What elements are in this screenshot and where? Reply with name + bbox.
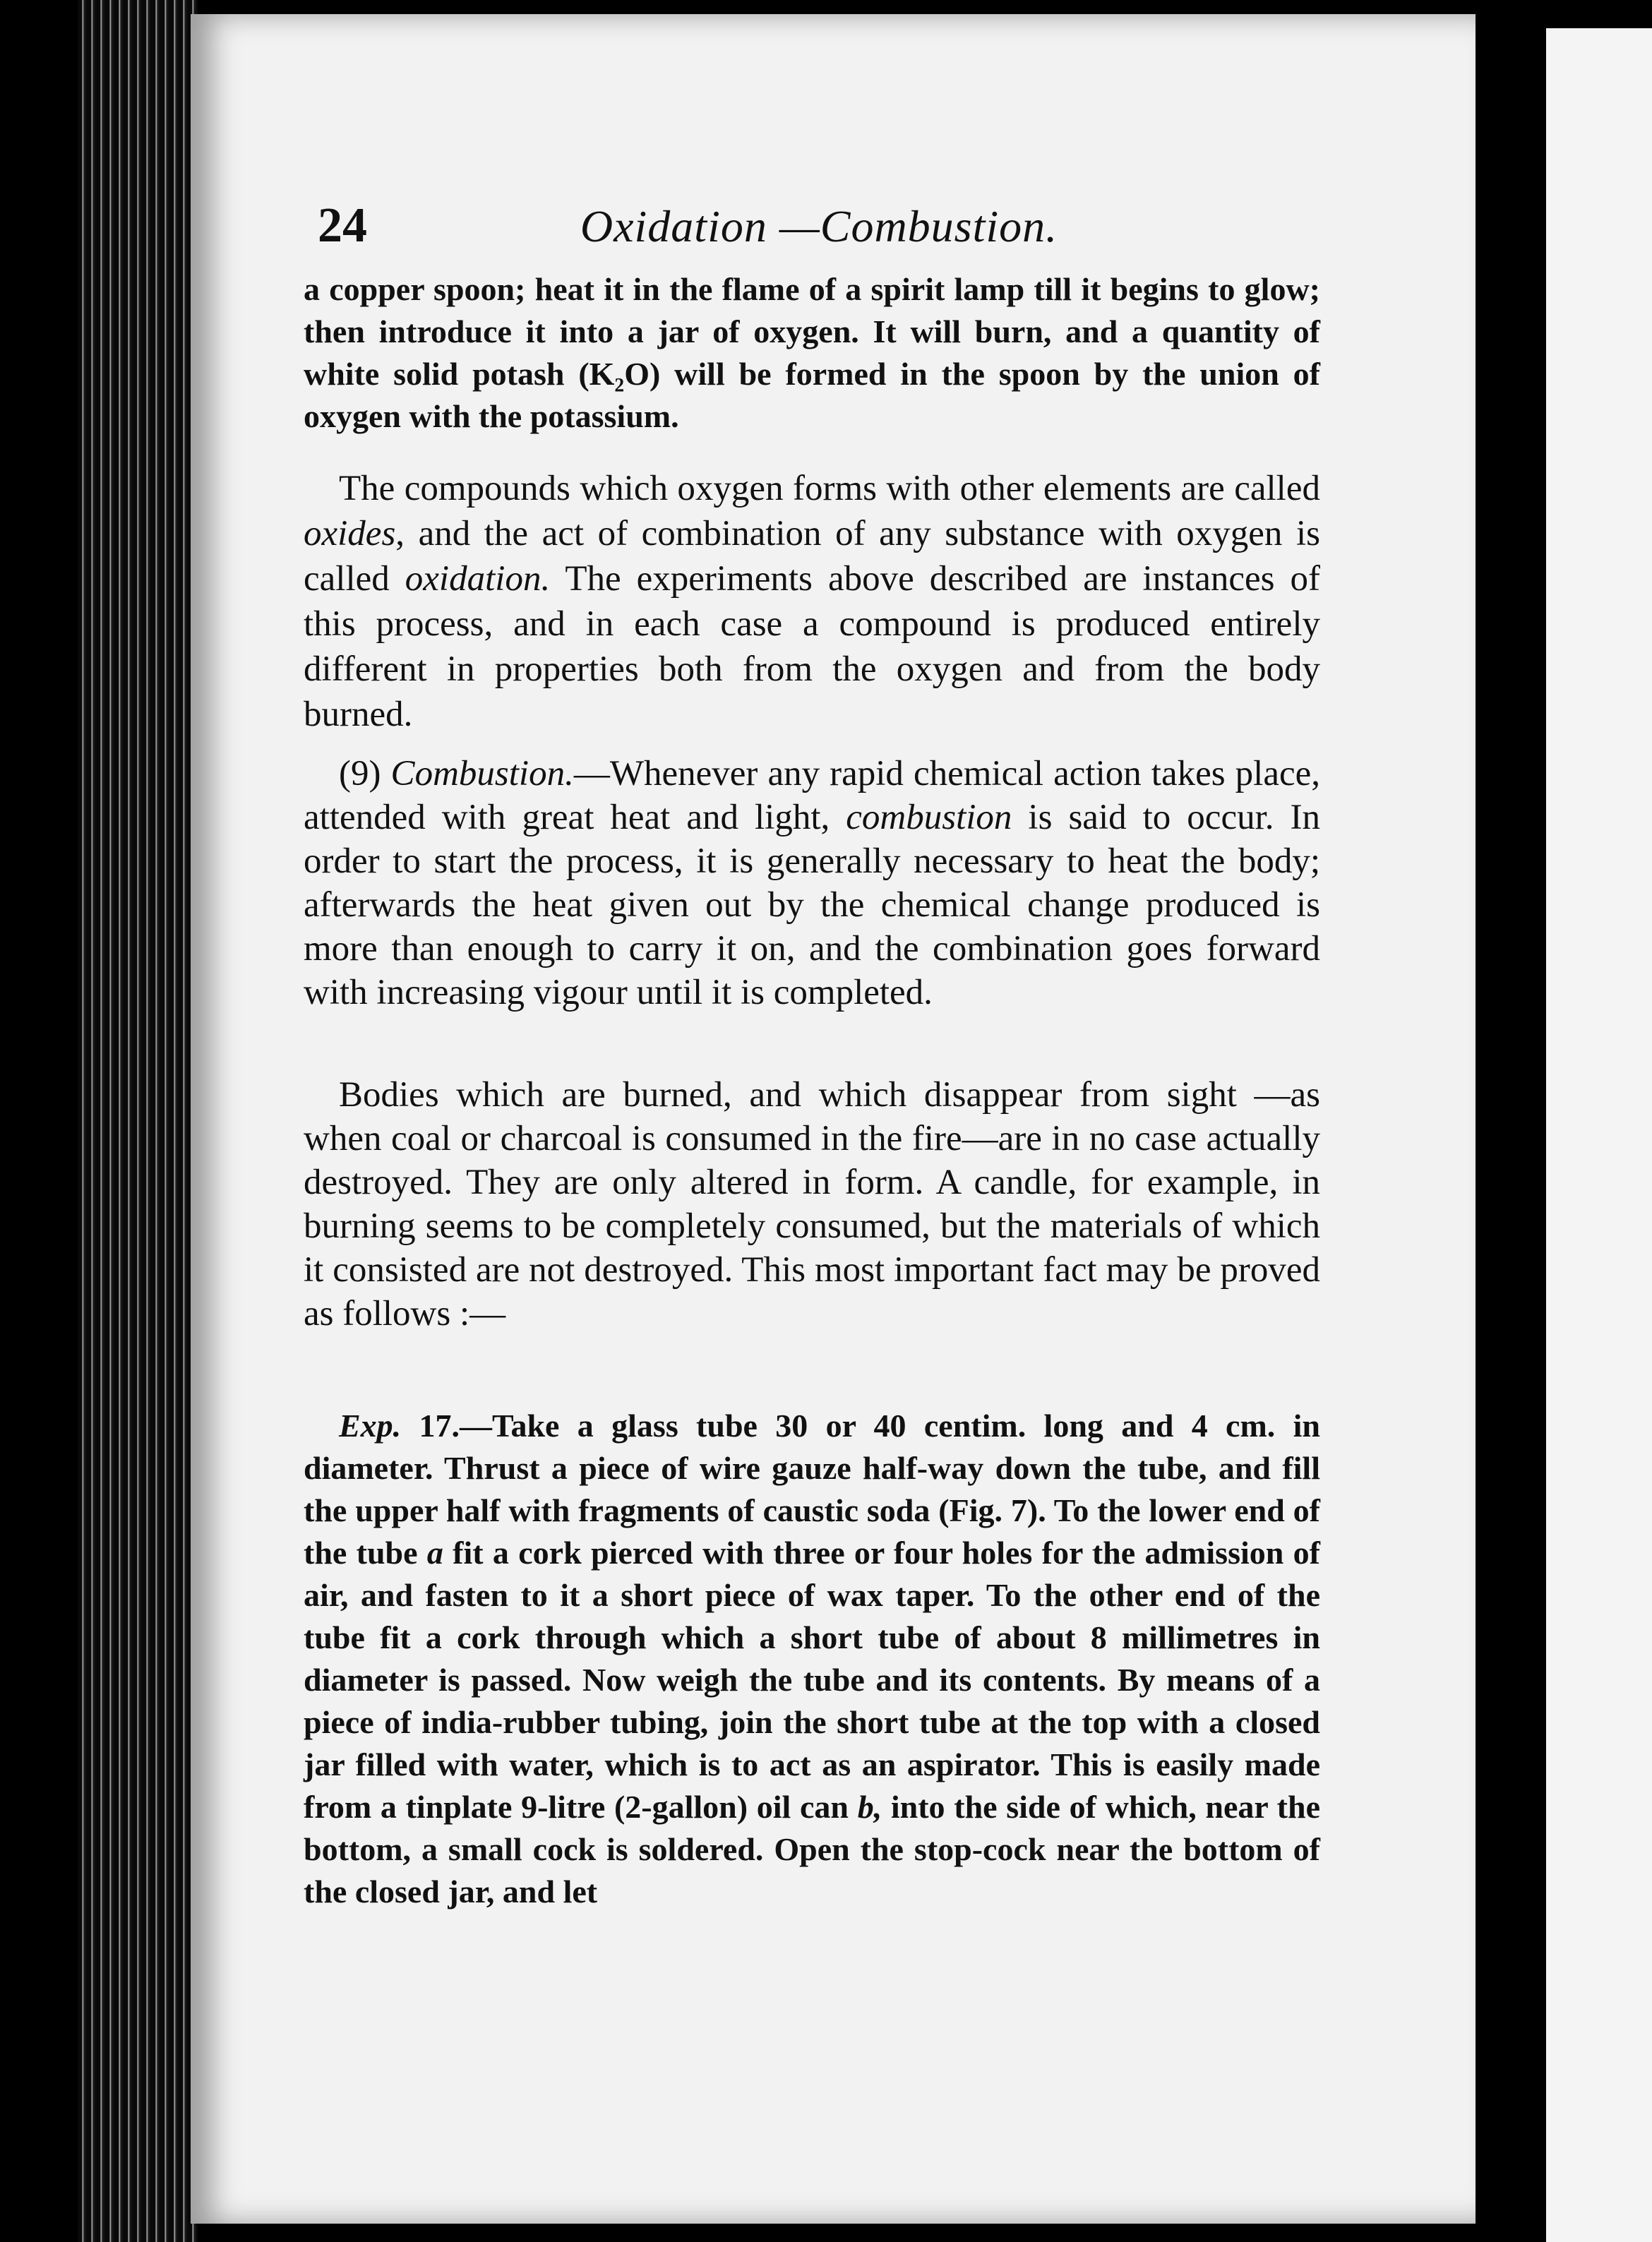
experiment-label: Exp. bbox=[339, 1408, 402, 1444]
term-oxides: oxides bbox=[304, 514, 396, 553]
section-number: (9) bbox=[339, 754, 391, 793]
text-run: , and the act of combination of any substance with oxygen is called bbox=[304, 514, 1320, 599]
text-run: The compounds which oxygen forms with other elements are called bbox=[339, 469, 1320, 508]
text-run: fit a cork pierced with three or four holes for the admission of air, and fasten to it a short piece of wax taper. To the other end of the tube fit a cork through which a short tube of about 8 millimetres in diameter is passed. Now weigh the tube and its contents. By means of a piece of india-rubber tubing, join the short tube at the top with a closed jar filled with water, which is to act as an aspirator. This is easily made from a tinplate 9-litre (2-gallon) oil can bbox=[304, 1535, 1320, 1825]
facing-page-edge bbox=[1546, 28, 1652, 2242]
term-combustion: combustion bbox=[846, 798, 1012, 837]
term-oxidation: oxidation. bbox=[405, 559, 551, 599]
page-gutter bbox=[1476, 0, 1546, 2242]
page-header bbox=[318, 198, 1320, 261]
paragraph-text: a copper spoon; heat it in the flame of a spirit lamp till it begins to glow; then introduce it into a jar of oxygen. It will burn, and a quantity of white solid potash (K₂O) will be formed in the spoon by the union of oxygen with the potassium. bbox=[304, 271, 1320, 434]
text-run: into the side of which, near the bottom, a small cock is soldered. Open the stop-cock near the bottom of the closed jar, and let bbox=[304, 1789, 1320, 1910]
paragraph-potassium-experiment bbox=[304, 268, 1320, 438]
text-run: The experiments above described are instances of this process, and in each case a compound is produced entirely different in properties both from the oxygen and from the body burned. bbox=[304, 559, 1320, 734]
paragraph-text: Bodies which are burned, and which disappear from sight —as when coal or charcoal is consumed in the fire—are in no case actually destroyed. They are only altered in form. A candle, for example, in burning seems to be completely consumed, but the materials of which it consisted are not destroyed. This most important fact may be proved as follows :— bbox=[304, 1075, 1320, 1333]
figure-letter-a: a bbox=[426, 1535, 443, 1571]
text-run: 17.—Take a glass tube 30 or 40 centim. long and 4 cm. in diameter. Thrust a piece of wire gauze half-way down the tube, and fill the upper half with fragments of caustic soda (Fig. 7). To the lower end of the tube bbox=[304, 1408, 1320, 1571]
paragraph-oxides bbox=[304, 466, 1320, 737]
running-title: Oxidation —Combustion. bbox=[580, 201, 1058, 251]
text-run: —Whenever any rapid chemical action takes place, attended with great heat and light, bbox=[304, 754, 1320, 837]
paragraph-experiment-17 bbox=[304, 1405, 1320, 1913]
book-page-edges bbox=[78, 0, 198, 2242]
paragraph-combustion bbox=[304, 752, 1320, 1014]
page-number: 24 bbox=[318, 198, 367, 253]
figure-letter-b: b, bbox=[857, 1789, 882, 1825]
section-heading: Combustion. bbox=[390, 754, 574, 793]
text-run: is said to occur. In order to start the process, it is generally necessary to heat the body; afterwards the heat given out by the chemical change produced is more than enough to carry it on, and the combination goes forward with increasing vigour until it is completed. bbox=[304, 798, 1321, 1012]
paragraph-bodies-burned bbox=[304, 1073, 1320, 1336]
